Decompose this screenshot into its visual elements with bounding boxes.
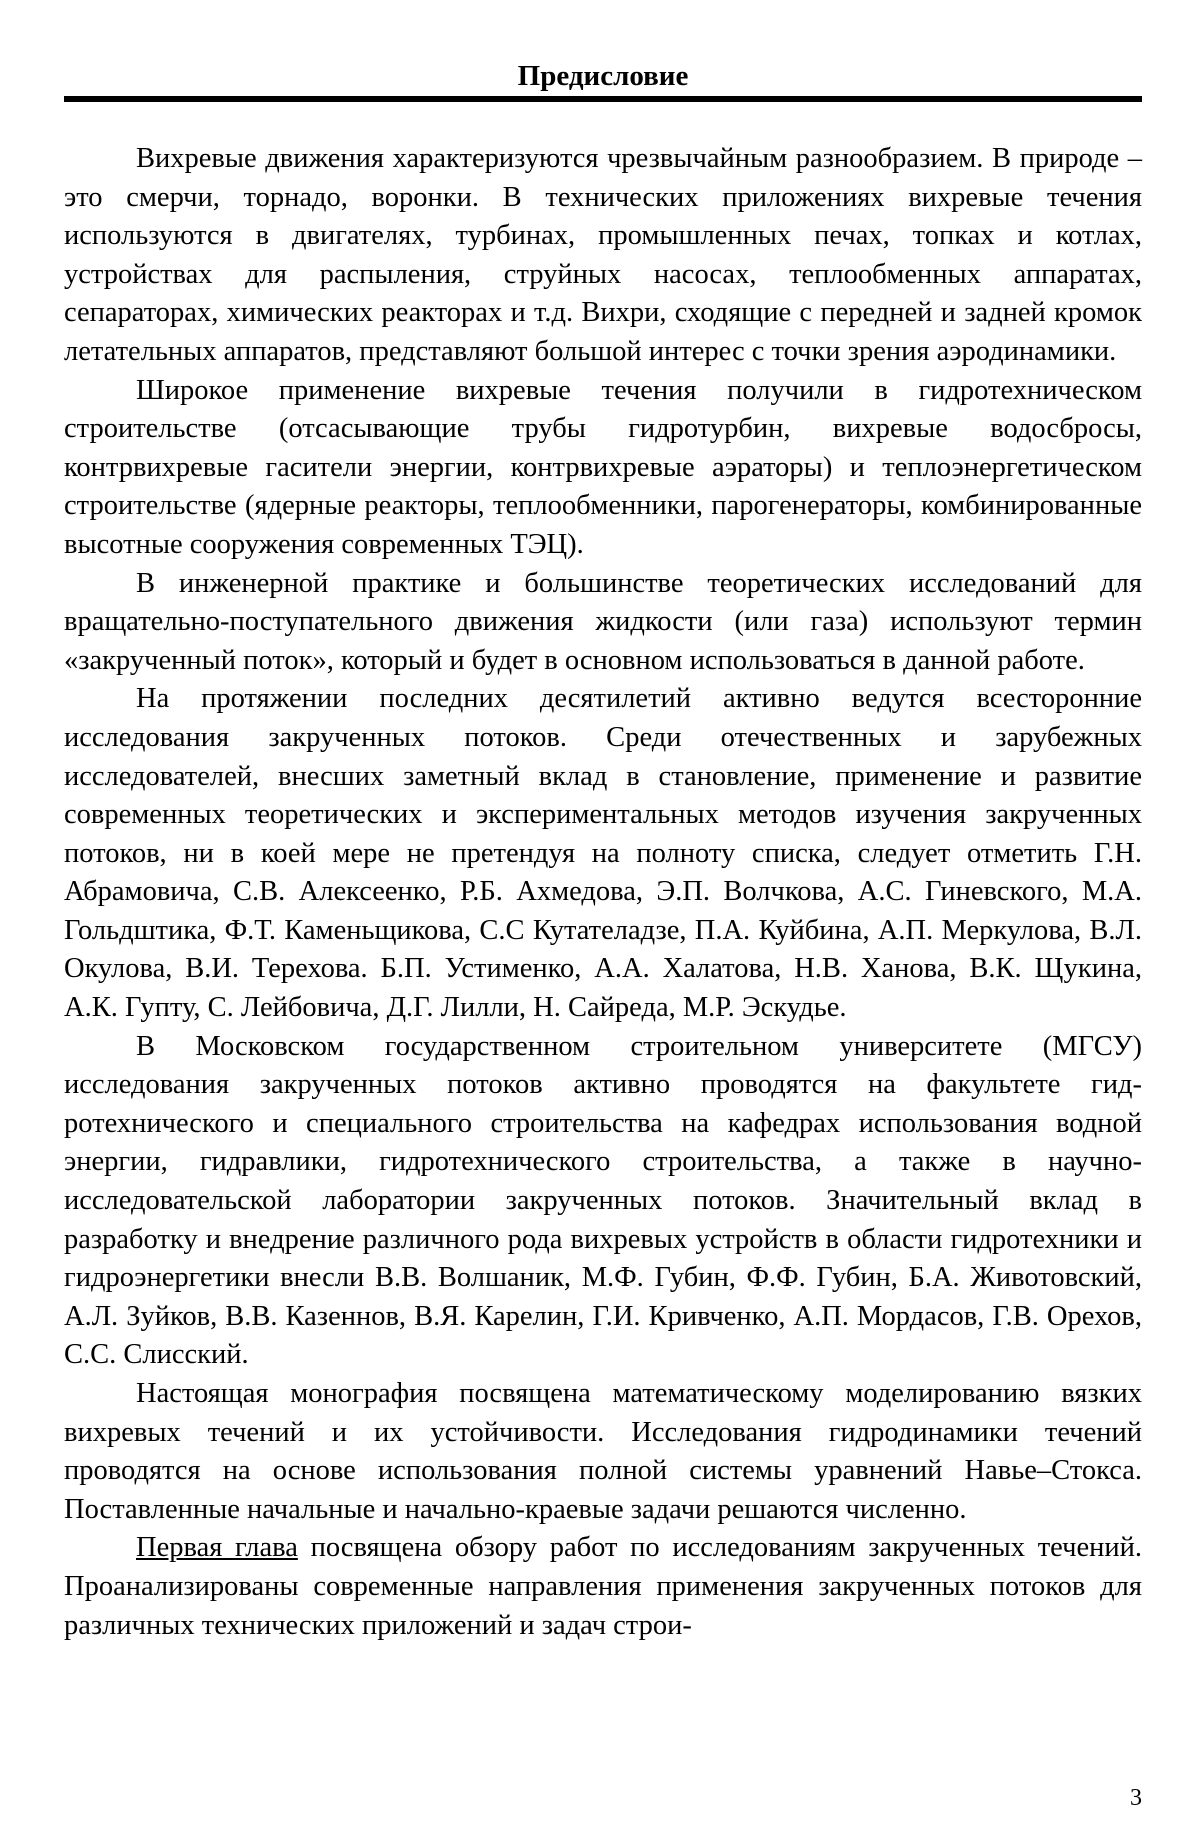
paragraph: В инженерной практике и большинстве теоретических исследований для вращательно-поступательного движения жидкости (или газа) используют термин «закрученный поток», который и будет в основном использоваться в данной работе.	[64, 567, 1142, 676]
header-rule	[64, 96, 1142, 102]
chapter-reference: Первая глава	[136, 1532, 298, 1564]
paragraph: На протяжении последних десятилетий активно ведутся всесторонние исследования закрученных потоков. Среди отечественных и зарубежных исследователей, внесших заметный вклад в становление, применение и развитие современных теоретических и экспериментальных методов изучения закрученных потоков, ни в коей мере не претендуя на полноту списка, следует отметить Г.Н. Абрамовича, С.В. Алексеенко, Р.Б. Ахмедова, Э.П. Волчкова, А.С. Гиневского, М.А. Гольдштика, Ф.Т. Каменьщикова, С.С Кутателадзе, П.А. Куйбина, А.П. Меркулова, В.Л. Окулова, В.И. Терехова. Б.П. Устименко, А.А. Халатова, Н.В. Ханова, В.К. Щукина, А.К. Гупту, С. Лейбовича, Д.Г. Лилли, Н. Сайреда, М.Р. Эскудье.	[64, 683, 1142, 1024]
page-title: Предисловие	[517, 60, 689, 92]
paragraph: Настоящая монография посвящена математическому моделированию вязких вихревых течений и их устойчивости. Исследования гидродинамики течений проводятся на основе использования полной системы уравнений Навье–Стокса. Поставленные начальные и начально-краевые задачи решаются численно.	[64, 1378, 1142, 1525]
main-text	[64, 140, 1142, 1645]
page-number: 3	[1130, 1785, 1142, 1811]
paragraph: Широкое применение вихревые течения получили в гидротехническом строительстве (отсасывающие трубы гидротурбин, вихревые водосбросы, контрвихревые гасители энергии, контрвихревые аэраторы) и теплоэнергетическом строительстве (ядерные реакторы, теплообменники, парогенераторы, комбинированные высотные сооружения современных ТЭЦ).	[64, 374, 1142, 560]
paragraph	[64, 1529, 1142, 1645]
paragraph: В Московском государственном строительном университете (МГСУ) исследования закрученных потоков активно проводятся на факультете гидротехнического и специального строительства на кафедрах использования водной энергии, гидравлики, гидротехнического строительства, а также в научно-исследовательской лаборатории закрученных потоков. Значительный вклад в разработку и внедрение различного рода вихревых устройств в области гидротехники и гидроэнергетики внесли В.В. Волшаник, М.Ф. Губин, Ф.Ф. Губин, Б.А. Животовский, А.Л. Зуйков, В.В. Казеннов, В.Я. Карелин, Г.И. Кривченко, А.П. Мордасов, Г.В. Орехов, С.С. Слисский.	[64, 1030, 1142, 1371]
paragraph: Вихревые движения характеризуются чрезвычайным разнообразием. В природе – это смерчи, торнадо, воронки. В технических приложениях вихревые течения используются в двигателях, турбинах, промышленных печах, топках и котлах, устройствах для распыления, струйных насосах, теплообменных аппаратах, сепараторах, химических реакторах и т.д. Вихри, сходящие с передней и задней кромок летательных аппаратов, представляют большой интерес с точки зрения аэродинамики.	[64, 143, 1142, 367]
paragraph-text: посвящена обзору работ по исследованиям закрученных течений. Проанализированы современные направления применения закрученных потоков для различных технических приложений и задач строи-	[64, 1532, 1142, 1641]
